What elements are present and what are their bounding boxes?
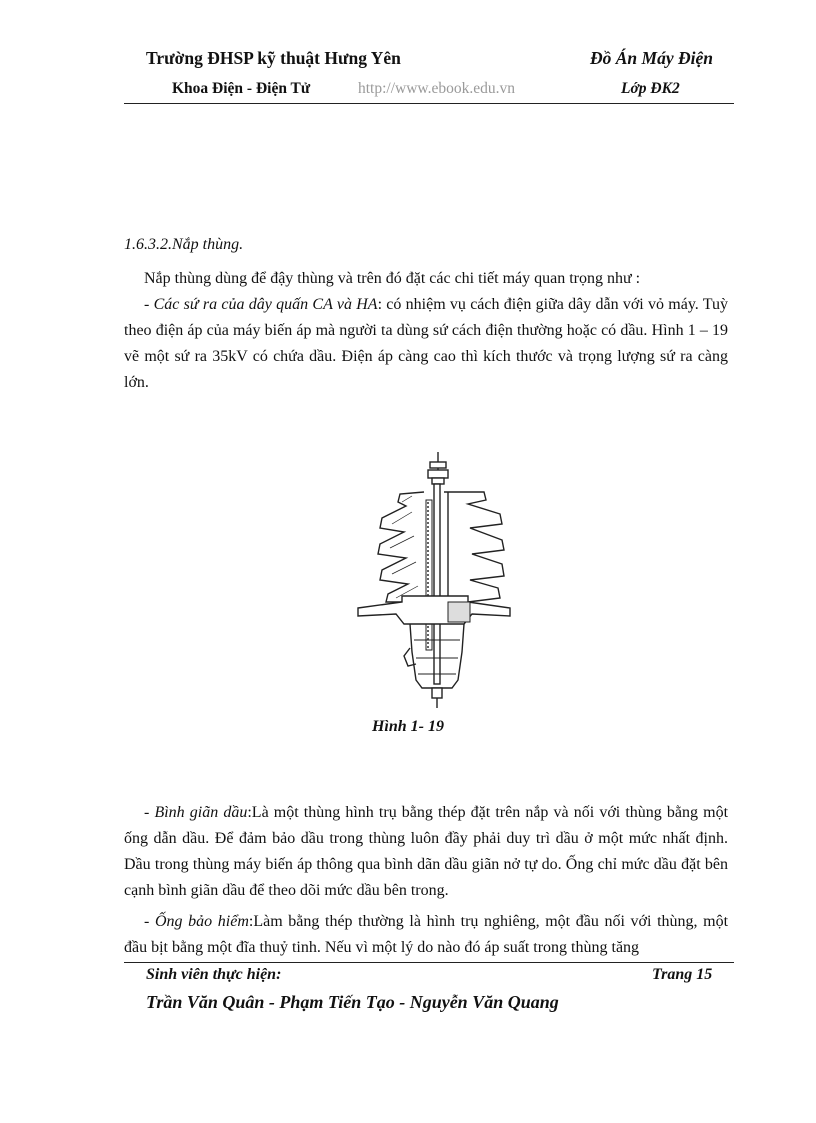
paragraph-safety-pipe — [124, 909, 728, 961]
header-faculty: Khoa Điện - Điện Tử — [172, 80, 311, 97]
paragraph-intro: Nắp thùng dùng để đậy thùng và trên đó đặt các chi tiết máy quan trọng như : — [144, 270, 641, 287]
header-class: Lớp ĐK2 — [621, 80, 680, 97]
header-school: Trường ĐHSP kỹ thuật Hưng Yên — [146, 48, 401, 68]
footer-student-label: Sinh viên thực hiện: — [146, 966, 282, 983]
conservator-lead: - — [144, 804, 155, 821]
conservator-text: :Là một thùng hình trụ bằng thép đặt trên nắp và nối với thùng bằng một ống dẫn dầu. Để đảm bảo dầu trong thùng luôn đầy phải duy trì dầu ở một mức nhất định. Dầu trong thùng máy biến áp thông qua bình dãn dầu giãn nở tự do. Ống chỉ mức dầu đặt bên cạnh bình giãn dầu để theo dõi mức dầu bên trong. — [124, 804, 729, 899]
bushing-lead: - — [144, 296, 154, 313]
safety-text: :Làm bằng thép thường là hình trụ nghiêng, một đầu nối với thùng, một đầu bịt bằng một đĩa thuỷ tinh. Nếu vì một lý do nào đó áp suất trong thùng tăng — [124, 913, 729, 956]
header-divider — [124, 103, 734, 104]
footer-page-number: Trang 15 — [652, 966, 713, 983]
paragraph-conservator — [124, 800, 728, 904]
paragraph-bushing — [124, 292, 728, 396]
header-project: Đồ Án Máy Điện — [590, 48, 713, 68]
bushing-term: Các sứ ra của dây quấn CA và HA — [153, 296, 378, 313]
safety-term: Ống bảo hiểm — [154, 913, 249, 930]
section-title: 1.6.3.2.Nắp thùng. — [124, 236, 244, 253]
bushing-text: : có nhiệm vụ cách điện giữa dây dẫn với vỏ máy. Tuỳ theo điện áp của máy biến áp mà người ta dùng sứ cách điện thường hoặc có dầu. Hình 1 – 19 vẽ một sứ ra 35kV có chứa dầu. Điện áp càng cao thì kích thước và trọng lượng sứ ra càng lớn. — [124, 296, 729, 391]
footer-divider — [124, 962, 734, 963]
bushing-figure — [352, 452, 514, 708]
conservator-term: Bình giãn dầu — [154, 804, 248, 821]
safety-lead: - — [144, 913, 155, 930]
header-url[interactable]: http://www.ebook.edu.vn — [358, 80, 515, 97]
figure-caption: Hình 1- 19 — [371, 718, 444, 735]
footer-authors: Trần Văn Quân - Phạm Tiến Tạo - Nguyễn Văn Quang — [146, 992, 559, 1012]
